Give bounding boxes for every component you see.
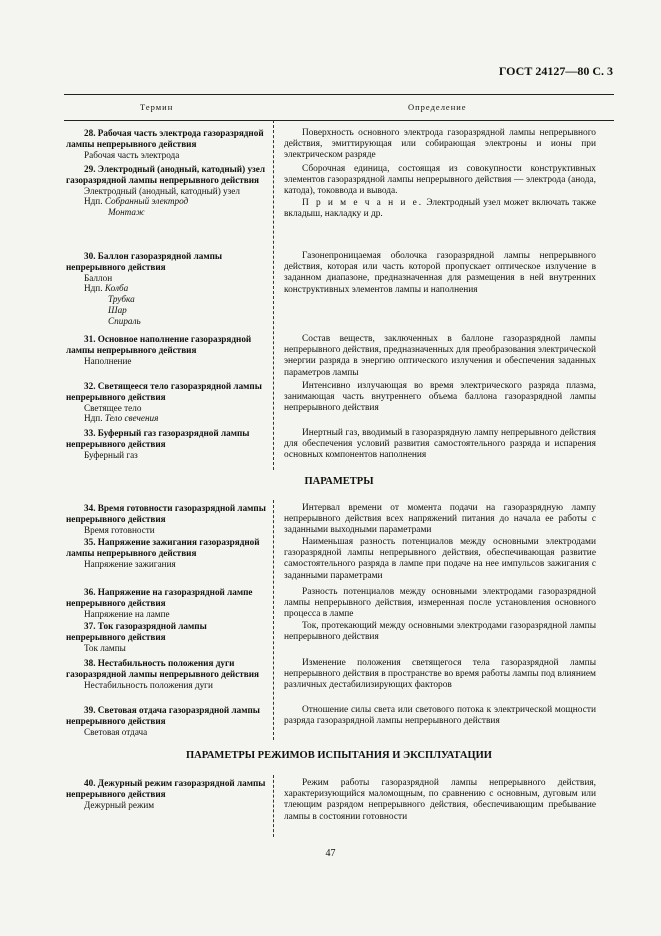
definition-38: Изменение положения светящегося тела газоразрядной лампы непрерывного действия в пространстве во время работы лампы под влиянием различных дестабилизирующих факторов — [284, 658, 596, 691]
section-title-parameters: ПАРАМЕТРЫ — [304, 476, 374, 487]
term-title: 32. Светящееся тело газоразрядной лампы непрерывного действия — [66, 381, 262, 402]
term-title: 39. Световая отдача газоразрядной лампы непрерывного действия — [66, 705, 260, 726]
term-title: 37. Ток газоразрядной лампы непрерывного действия — [66, 621, 207, 642]
term-synonym: Нестабильность положения дуги — [84, 679, 213, 690]
document-code: ГОСТ 24127—80 С. 3 — [498, 64, 613, 78]
ndp-term: Монтаж — [108, 207, 145, 218]
term-synonym: Светящее тело — [84, 402, 142, 413]
term-title: 30. Баллон газоразрядной лампы непрерывного действия — [66, 251, 223, 272]
definition-40: Режим работы газоразрядной лампы непрерывного действия, характеризующийся маломощным, по сравнению с основным, дуговым или тлеющим разрядом непрерывного действия, обеспечивающим пребывание лампы в состоянии готовности — [284, 778, 596, 822]
definition-34: Интервал времени от момента подачи на газоразрядную лампу непрерывного действия всех напряжений питания до начала ее работы с заданными выходными параметрами — [284, 503, 596, 536]
table-header-rule — [64, 120, 614, 121]
definition-29 — [284, 164, 596, 220]
term-synonym: Буферный газ — [84, 449, 138, 460]
page-number: 47 — [325, 848, 336, 859]
section-title-modes: ПАРАМЕТРЫ РЕЖИМОВ ИСПЫТАНИЯ И ЭКСПЛУАТАЦИИ — [186, 750, 492, 761]
term-title: 35. Напряжение зажигания газоразрядной лампы непрерывного действия — [66, 537, 260, 558]
ndp-label: Ндп. — [84, 413, 103, 424]
ndp-term: Тело свечения — [104, 413, 159, 424]
term-synonym: Рабочая часть электрода — [84, 149, 180, 160]
term-38 — [66, 658, 266, 690]
term-36 — [66, 587, 266, 619]
term-synonym: Напряжение на лампе — [84, 608, 170, 619]
term-ndp — [66, 196, 266, 207]
term-40 — [66, 778, 266, 810]
term-37 — [66, 621, 266, 653]
column-divider — [273, 120, 274, 470]
term-33 — [66, 428, 266, 460]
term-28 — [66, 128, 266, 160]
definition-33: Инертный газ, вводимый в газоразрядную лампу непрерывного действия для обеспечения условий развития самостоятельного разряда и испарения основных компонентов наполнения — [284, 428, 596, 461]
column-divider — [273, 500, 274, 740]
term-synonym: Световая отдача — [84, 726, 148, 737]
ndp-term: Колба — [104, 283, 129, 294]
definition-39: Отношение силы света или светового потока к электрической мощности разряда газоразрядной лампы непрерывного действия — [284, 705, 596, 727]
term-synonym: Напряжение зажигания — [84, 558, 176, 569]
term-30 — [66, 251, 266, 327]
term-title: 33. Буферный газ газоразрядной лампы непрерывного действия — [66, 428, 250, 449]
term-synonym: Дежурный режим — [84, 799, 155, 810]
term-title: 29. Электродный (анодный, катодный) узел газоразрядной лампы непрерывного действия — [66, 164, 265, 185]
definition-28: Поверхность основного электрода газоразрядной лампы непрерывного действия, эмиттирующая или собирающая электроны и ионы при электрическом разряде — [284, 128, 596, 161]
ndp-term: Шар — [108, 304, 127, 315]
term-title: 36. Напряжение на газоразрядной лампе непрерывного действия — [66, 587, 253, 608]
definition-text: Сборочная единица, состоящая из совокупности конструктивных элементов газоразрядной лампы непрерывного действия — электрода (анода, катода), токоввода и вывода. — [284, 164, 596, 197]
definition-32: Интенсивно излучающая во время электрического разряда плазма, занимающая часть внутреннего объема баллона газоразрядной лампы непрерывного действия — [284, 381, 596, 414]
ndp-term: Собранный электрод — [104, 196, 189, 207]
ndp-term: Трубка — [108, 294, 135, 305]
term-synonym: Время готовности — [84, 524, 155, 535]
term-31 — [66, 334, 266, 366]
term-35 — [66, 537, 266, 569]
note-label: П р и м е ч а н и е. — [302, 197, 424, 208]
term-synonym: Наполнение — [84, 355, 132, 366]
term-title: 28. Рабочая часть электрода газоразрядной лампы непрерывного действия — [66, 128, 264, 149]
ndp-label: Ндп. — [84, 283, 103, 294]
term-title: 34. Время готовности газоразрядной лампы непрерывного действия — [66, 503, 266, 524]
column-header-definition: Определение — [408, 102, 467, 112]
ndp-term: Спираль — [108, 315, 141, 326]
term-synonym: Ток лампы — [84, 642, 126, 653]
term-synonym: Баллон — [84, 272, 113, 283]
definition-31: Состав веществ, заключенных в баллоне газоразрядной лампы непрерывного действия, предназначенных для преобразования электрической энергии разряда в энергию оптического излучения и обеспечения заданных параметров лампы — [284, 334, 596, 378]
definition-30: Газонепроницаемая оболочка газоразрядной лампы непрерывного действия, которая или часть которой пропускает оптическое излучение в заданном диапазоне, предназначенная для размещения в ней внутренних конструктивных элементов лампы и наполнения — [284, 251, 596, 295]
ndp-label: Ндп. — [84, 196, 103, 207]
table-top-rule — [64, 94, 614, 95]
term-title: 31. Основное наполнение газоразрядной лампы непрерывного действия — [66, 334, 252, 355]
definition-37: Ток, протекающий между основными электродами газоразрядной лампы непрерывного действия — [284, 621, 596, 643]
term-32 — [66, 381, 266, 424]
column-header-term: Термин — [140, 102, 174, 112]
term-ndp — [66, 283, 266, 294]
note-text: Электродный узел может включать также вкладыш, накладку и др. — [284, 197, 596, 219]
term-39 — [66, 705, 266, 737]
term-synonym: Электродный (анодный, катодный) узел — [84, 185, 240, 196]
term-34 — [66, 503, 266, 535]
column-divider — [273, 775, 274, 837]
definition-35: Наименьшая разность потенциалов между основными электродами газоразрядной лампы непрерывного действия, обеспечивающая развитие самостоятельного разряда в лампе при подаче на нее импульсов зажигания с заданными параметрами — [284, 537, 596, 581]
definition-36: Разность потенциалов между основными электродами газоразрядной лампы непрерывного действия, измеренная после установления основного процесса в лампе — [284, 587, 596, 620]
term-ndp — [66, 413, 266, 424]
term-title: 38. Нестабильность положения дуги газоразрядной лампы непрерывного действия — [66, 658, 260, 679]
term-29 — [66, 164, 266, 218]
term-title: 40. Дежурный режим газоразрядной лампы непрерывного действия — [66, 778, 266, 799]
definition-note — [284, 198, 596, 220]
